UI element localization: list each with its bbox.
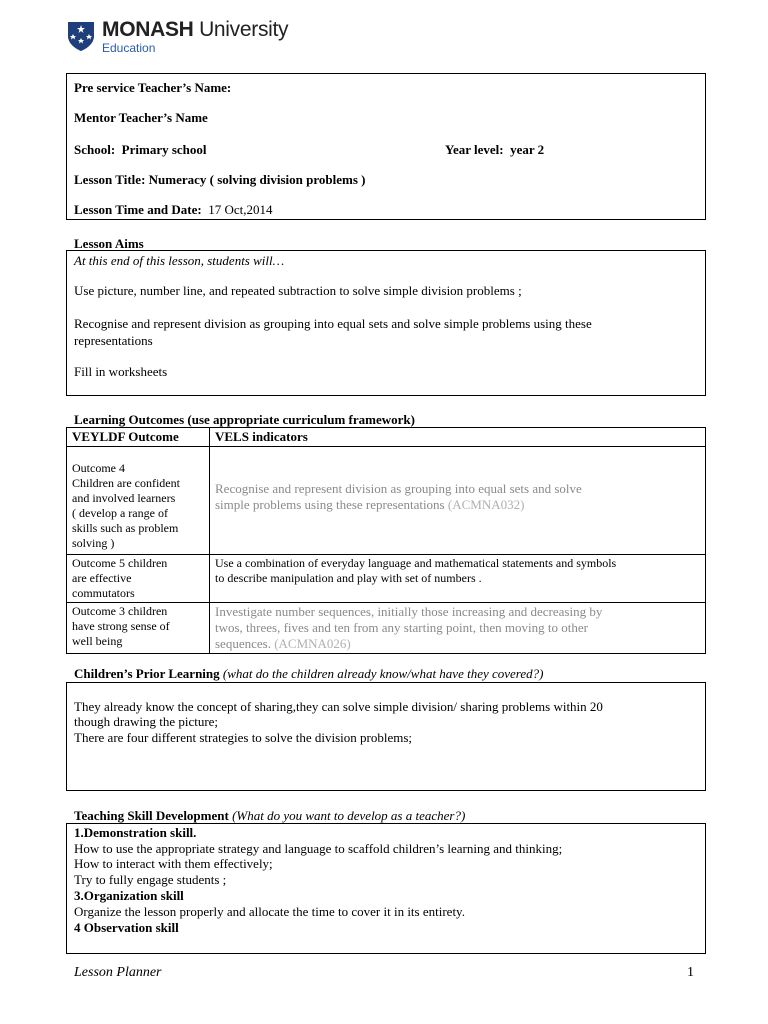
skill-1-title: 1.Demonstration skill. [74, 825, 197, 840]
row1-right-line: simple problems using these representations [215, 497, 448, 512]
school-label: School: [74, 142, 116, 157]
mentor-label: Mentor Teacher’s Name [74, 110, 208, 125]
row2-left-line: Outcome 5 children [72, 556, 168, 570]
row2-left-line: are effective [72, 571, 132, 585]
row1-left-line: ( develop a range of [72, 506, 168, 520]
outcomes-col2-header: VELS indicators [210, 428, 706, 447]
school-value: Primary school [121, 142, 207, 157]
outcomes-col1-header: VEYLDF Outcome [67, 428, 210, 447]
time-label: Lesson Time and Date: [74, 202, 202, 217]
prior-heading: Children’s Prior Learning [74, 666, 223, 681]
year-value: year 2 [510, 142, 545, 157]
row2-right-line: to describe manipulation and play with set of numbers . [215, 571, 482, 585]
row3-code: (ACMNA026) [274, 636, 351, 651]
year-label: Year level: [445, 142, 504, 157]
skill-3-line-1: Organize the lesson properly and allocate the time to cover it in its entirety. [74, 904, 465, 919]
monash-crest-icon [66, 20, 96, 52]
skill-3-title: 3.Organization skill [74, 888, 184, 903]
time-value: 17 Oct,2014 [208, 202, 273, 217]
prior-line-3: There are four different strategies to solve the division problems; [74, 730, 413, 745]
row2-right-line: Use a combination of everyday language and mathematical statements and symbols [215, 556, 617, 570]
row1-code: (ACMNA032) [447, 497, 525, 512]
row3-right-line: twos, threes, fives and ten from any starting point, then moving to other [215, 620, 588, 635]
skills-heading-note: (What do you want to develop as a teacher?) [232, 808, 466, 823]
aims-item-3: Fill in worksheets [74, 364, 168, 379]
table-row [67, 447, 706, 555]
table-row [67, 603, 706, 654]
row2-left-line: commutators [72, 586, 135, 600]
brand-rest: University [193, 18, 289, 41]
prior-line-1: They already know the concept of sharing,they can solve simple division/ sharing problems within 20 [74, 699, 603, 714]
page-number: 1 [687, 965, 694, 980]
row1-left-line: and involved learners [72, 491, 176, 505]
aims-intro: At this end of this lesson, students will… [74, 253, 285, 268]
skill-4-title: 4 Observation skill [74, 920, 179, 935]
aims-item-2a: Recognise and represent division as grouping into equal sets and solve simple problems using these [74, 316, 592, 331]
preservice-label: Pre service Teacher’s Name: [74, 80, 232, 95]
row1-left-line: Children are confident [72, 476, 180, 490]
footer-title: Lesson Planner [74, 965, 162, 980]
outcomes-table [66, 427, 706, 654]
brand-sub: Education [102, 41, 156, 55]
aims-item-2b: representations [74, 333, 153, 348]
row1-left-line: skills such as problem [72, 521, 179, 535]
row1-left-line: solving ) [72, 536, 115, 550]
row3-left-line: have strong sense of [72, 619, 170, 633]
prior-line-2: though drawing the picture; [74, 714, 219, 729]
outcomes-heading: Learning Outcomes (use appropriate curriculum framework) [74, 412, 415, 427]
aims-item-1: Use picture, number line, and repeated subtraction to solve simple division problems ; [74, 283, 522, 298]
lesson-aims-heading: Lesson Aims [74, 236, 144, 251]
row3-right-line: Investigate number sequences, initially those increasing and decreasing by [215, 604, 603, 619]
brand-bold: MONASH [102, 18, 194, 41]
title-label: Lesson Title: [74, 172, 146, 187]
table-row [67, 555, 706, 603]
row1-right-line: Recognise and represent division as grouping into equal sets and solve [215, 481, 582, 496]
skill-1-line-3: Try to fully engage students ; [74, 872, 227, 887]
row3-right-line: sequences. [215, 636, 275, 651]
row3-left-line: well being [72, 634, 123, 648]
skill-1-line-1: How to use the appropriate strategy and language to scaffold children’s learning and thinking; [74, 841, 563, 856]
skills-heading: Teaching Skill Development [74, 808, 233, 823]
row3-left-line: Outcome 3 children [72, 604, 168, 618]
skill-1-line-2: How to interact with them effectively; [74, 856, 273, 871]
title-value: Numeracy ( solving division problems ) [148, 172, 366, 187]
row1-left-line: Outcome 4 [72, 461, 125, 475]
prior-heading-note: (what do the children already know/what have they covered?) [222, 666, 544, 681]
